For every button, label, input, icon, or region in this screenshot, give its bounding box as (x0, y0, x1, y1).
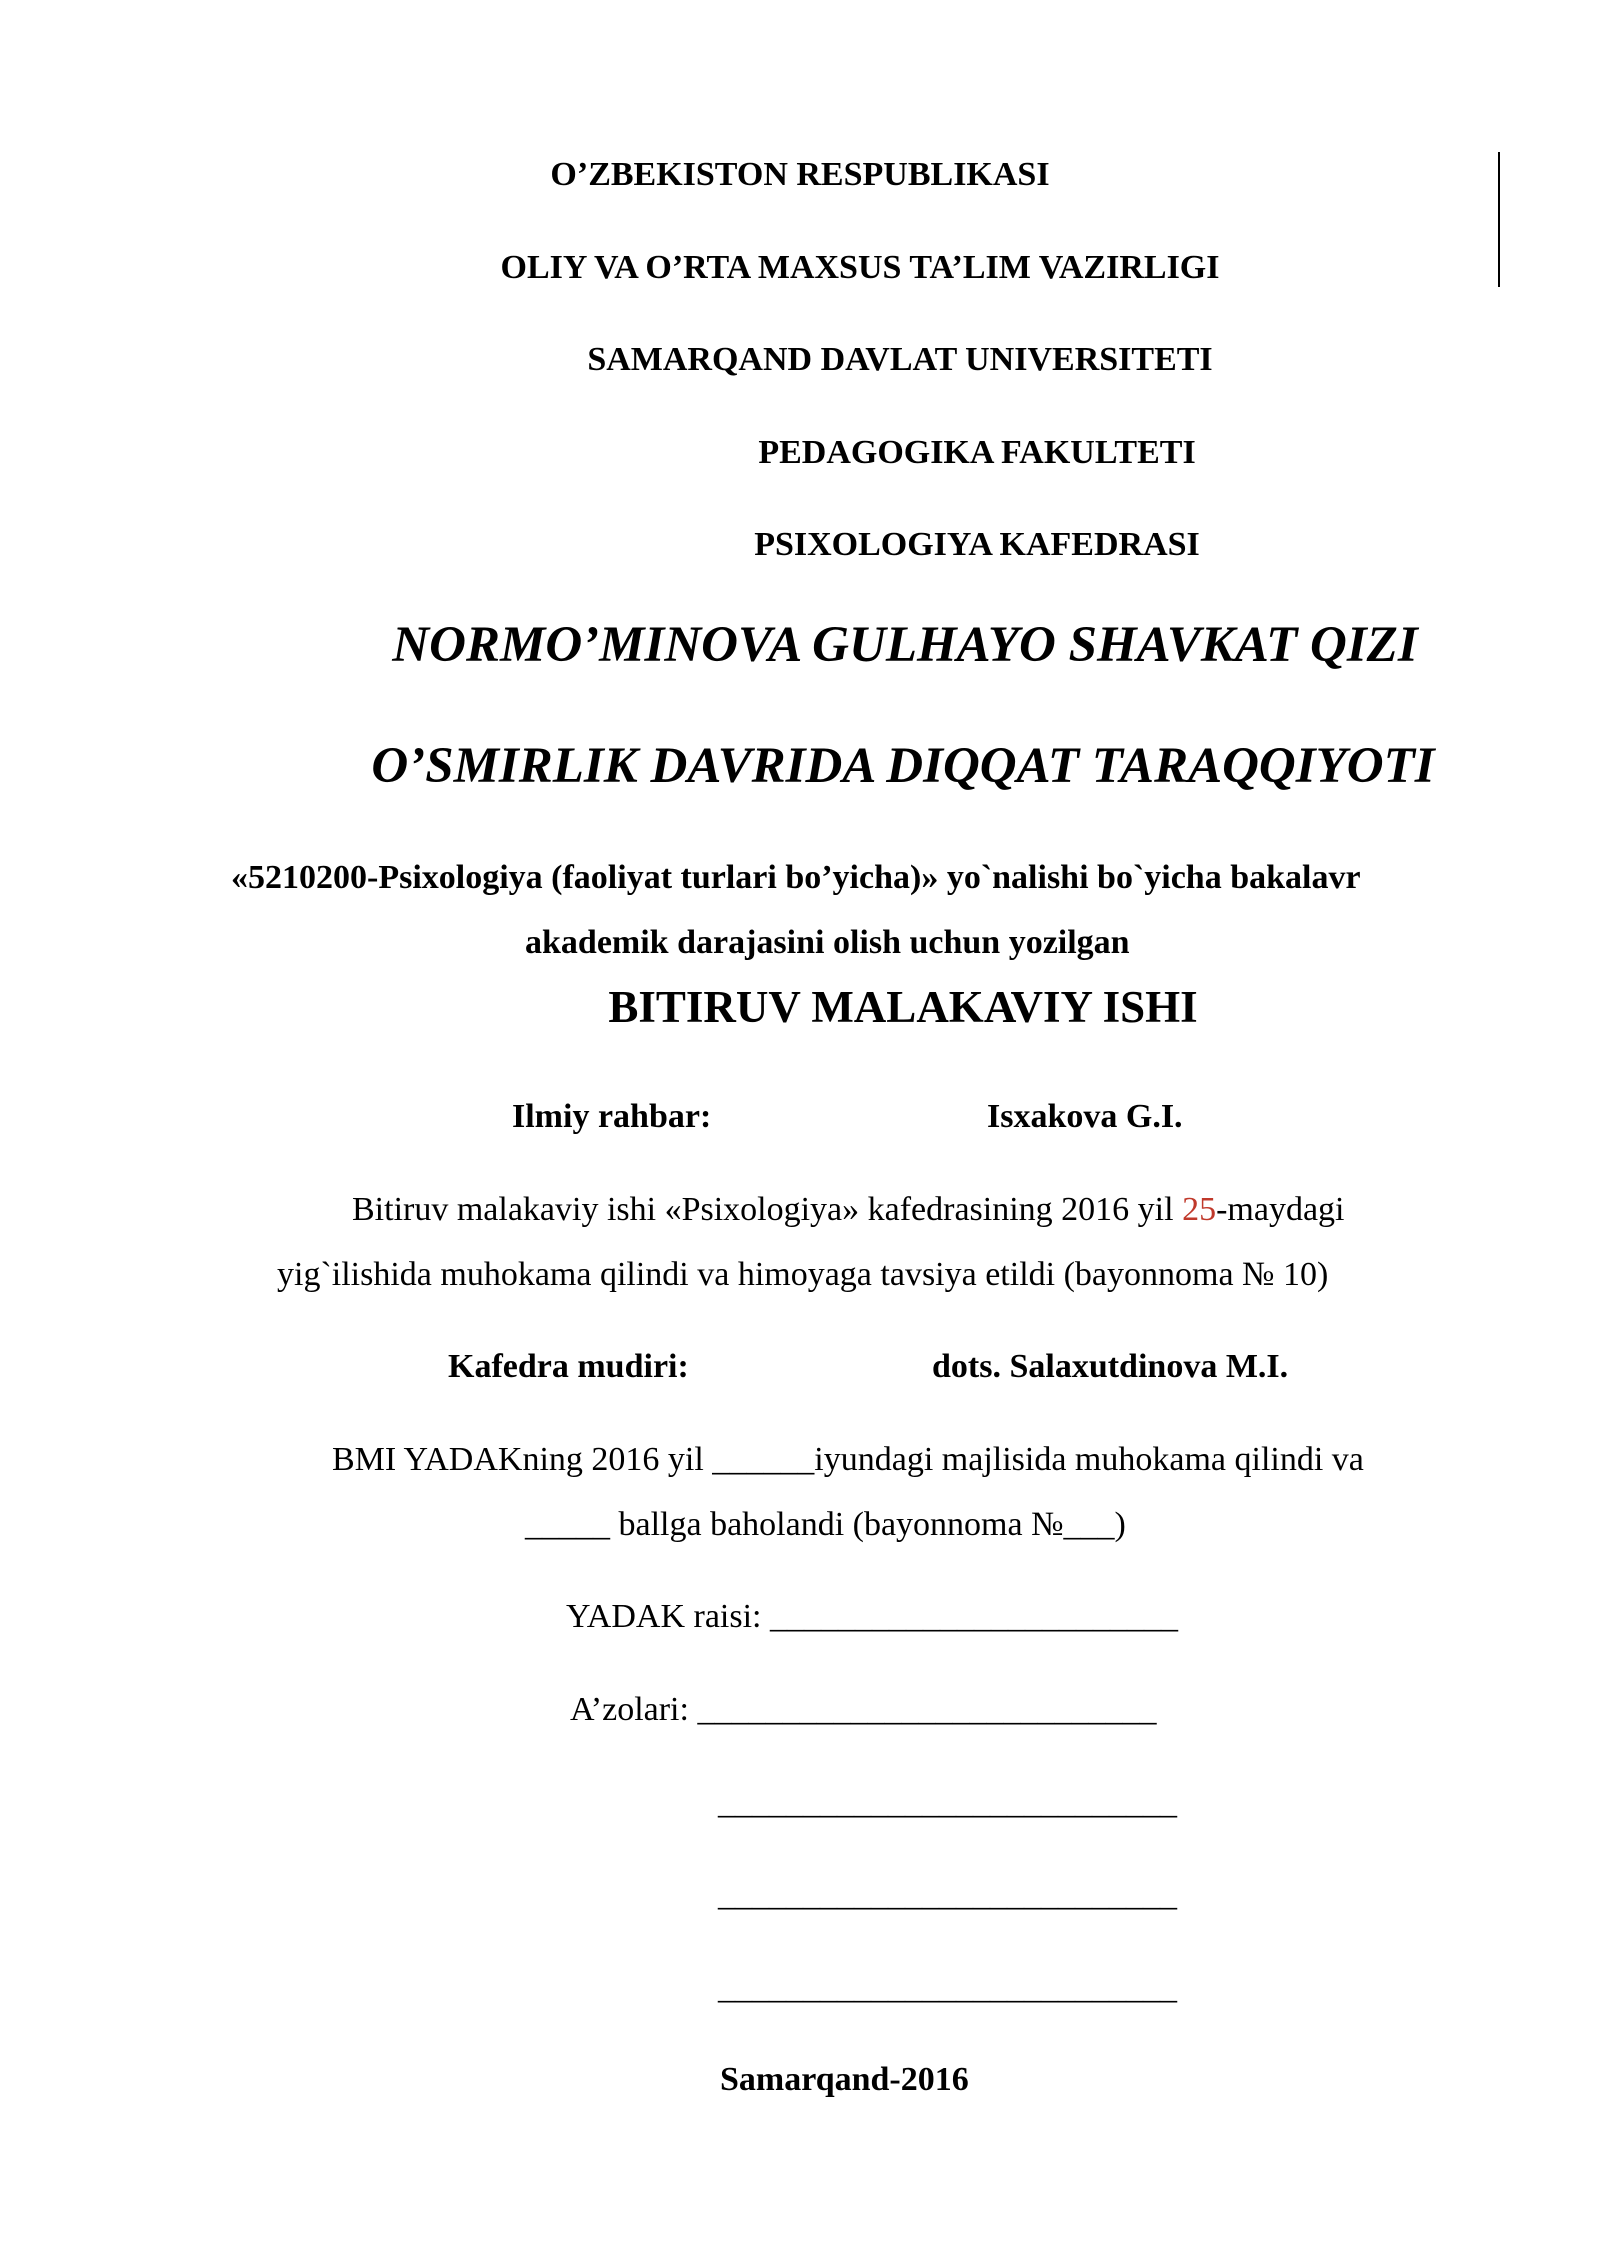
city-year-footer: Samarqand-2016 (720, 2061, 969, 2098)
member-signature-blank-3: ___________________________ (718, 1969, 1177, 2006)
chair-signature-line: YADAK raisi: ________________________ (566, 1598, 1178, 1635)
members-signature-line: A’zolari: ___________________________ (570, 1691, 1157, 1728)
supervisor-name: Isxakova G.I. (987, 1098, 1183, 1135)
university-heading: SAMARQAND DAVLAT UNIVERSITETI (587, 341, 1213, 378)
supervisor-label: Ilmiy rahbar: (512, 1098, 712, 1135)
discussion-text-after: -maydagi (1216, 1191, 1345, 1228)
purpose-line-2: akademik darajasini olish uchun yozilgan (525, 924, 1130, 961)
member-signature-blank-1: ___________________________ (718, 1784, 1177, 1821)
head-of-department-name: dots. Salaxutdinova M.I. (932, 1348, 1289, 1385)
discussion-day: 25 (1182, 1191, 1217, 1228)
head-of-department-label: Kafedra mudiri: (448, 1348, 689, 1385)
discussion-line-2: yig`ilishida muhokama qilindi va himoyaga tavsiya etildi (bayonnoma № 10) (277, 1256, 1329, 1293)
discussion-line-1 (352, 1190, 1344, 1230)
thesis-topic: O’SMIRLIK DAVRIDA DIQQAT TARAQQIYOTI (371, 738, 1435, 794)
member-signature-blank-2: ___________________________ (718, 1876, 1177, 1913)
author-name: NORMO’MINOVA GULHAYO SHAVKAT QIZI (392, 617, 1418, 673)
ministry-heading: OLIY VA O’RTA MAXSUS TA’LIM VAZIRLIGI (500, 249, 1220, 286)
purpose-line-1: «5210200-Psixologiya (faoliyat turlari bo’yicha)» yo`nalishi bo`yicha bakalavr (231, 859, 1361, 896)
work-type: BITIRUV MALAKAVIY ISHI (608, 982, 1198, 1032)
commission-line-1: BMI YADAKning 2016 yil ______iyundagi majlisida muhokama qilindi va (332, 1441, 1364, 1478)
republic-heading: O’ZBEKISTON RESPUBLIKASI (550, 156, 1050, 193)
commission-line-2: _____ ballga baholandi (bayonnoma №___) (525, 1506, 1126, 1543)
discussion-text-before: Bitiruv malakaviy ishi «Psixologiya» kafedrasining 2016 yil (352, 1191, 1183, 1228)
faculty-heading: PEDAGOGIKA FAKULTETI (758, 434, 1196, 471)
department-heading: PSIXOLOGIYA KAFEDRASI (754, 526, 1200, 563)
